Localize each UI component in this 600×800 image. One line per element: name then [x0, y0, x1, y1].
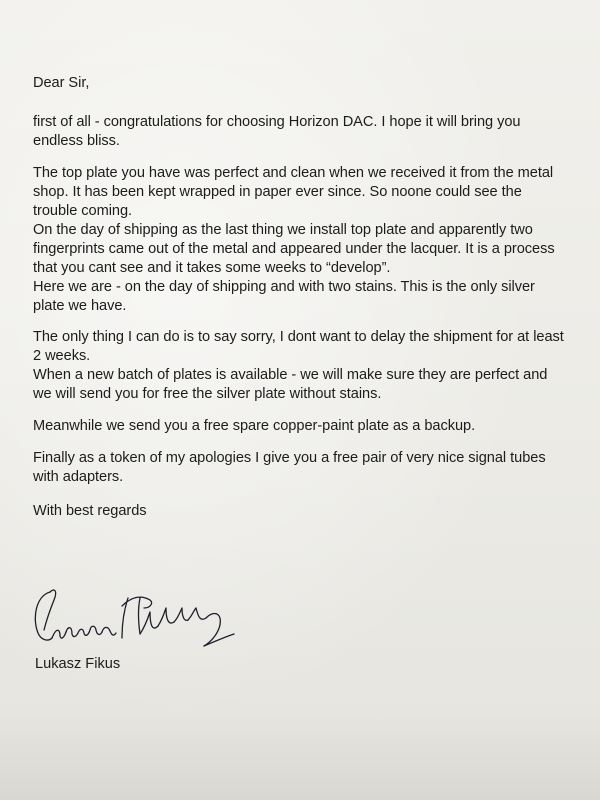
paragraph-2-line-3: trouble coming. [33, 203, 133, 219]
paragraph-2-line-8: plate we have. [33, 298, 127, 314]
paragraph-3-line-3: When a new batch of plates is available - we will make sure they are perfect and [33, 367, 548, 383]
paragraph-3-line-4: we will send you for free the silver plate without stains. [33, 386, 382, 402]
paragraph-2-line-5: fingerprints came out of the metal and appeared under the lacquer. It is a process [33, 241, 555, 257]
paragraph-1-line-1: first of all - congratulations for choosing Horizon DAC. I hope it will bring you [33, 114, 521, 130]
paragraph-4-line-1: Meanwhile we send you a free spare copper-paint plate as a backup. [33, 418, 476, 434]
paragraph-2-line-1: The top plate you have was perfect and clean when we received it from the metal [33, 165, 554, 181]
paragraph-5-line-2: with adapters. [33, 469, 124, 485]
paragraph-2-line-6: that you cant see and it takes some weeks to “develop”. [33, 260, 391, 276]
paragraph-3-line-2: 2 weeks. [33, 348, 91, 364]
signer-name: Lukasz Fikus [35, 656, 121, 672]
paragraph-2-line-2: shop. It has been kept wrapped in paper ever since. So noone could see the [33, 184, 522, 200]
paragraph-2-line-7: Here we are - on the day of shipping and with two stains. This is the only silver [33, 279, 535, 295]
closing: With best regards [33, 503, 147, 519]
paragraph-1-line-2: endless bliss. [33, 133, 120, 149]
paragraph-5-line-1: Finally as a token of my apologies I give you a free pair of very nice signal tubes [33, 450, 546, 466]
paragraph-3-line-1: The only thing I can do is to say sorry, I dont want to delay the shipment for at least [33, 329, 564, 345]
salutation: Dear Sir, [33, 75, 90, 91]
paragraph-2-line-4: On the day of shipping as the last thing we install top plate and apparently two [33, 222, 533, 238]
